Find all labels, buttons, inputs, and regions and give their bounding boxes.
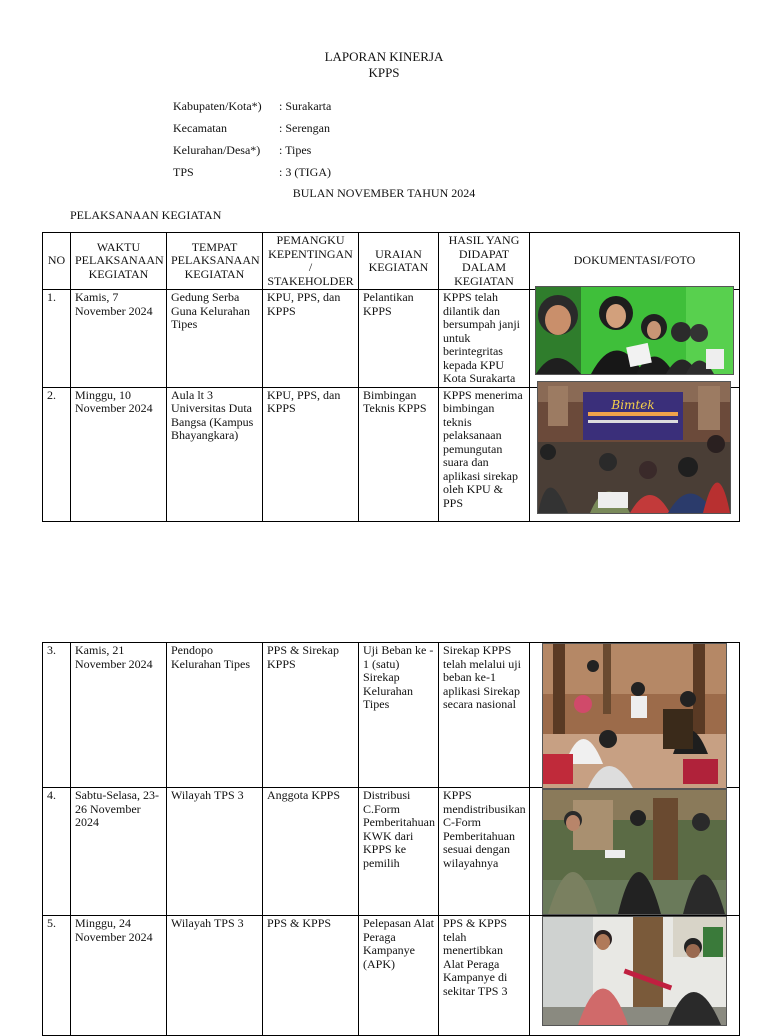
cell-stakeholder: PPS & KPPS xyxy=(263,916,359,1036)
cell-stakeholder: PPS & Sirekap KPPS xyxy=(263,643,359,788)
column-header: URAIAN KEGIATAN xyxy=(359,233,439,290)
cell-activity: Pelepasan Alat Peraga Kampanye (APK) xyxy=(359,916,439,1036)
photo-inauguration xyxy=(535,286,734,375)
cell-time: Kamis, 7 November 2024 xyxy=(71,290,167,388)
column-header: NO xyxy=(43,233,71,290)
photo-load-test xyxy=(542,643,727,789)
cell-time: Kamis, 21 November 2024 xyxy=(71,643,167,788)
cell-place: Aula lt 3 Universitas Duta Bangsa (Kampus Bhayangkara) xyxy=(167,387,263,521)
cell-result: Sirekap KPPS telah melalui uji beban ke-1 aplikasi Sirekap secara nasional xyxy=(439,643,530,788)
section-heading: PELAKSANAAN KEGIATAN xyxy=(70,208,222,222)
report-period: BULAN NOVEMBER TAHUN 2024 xyxy=(292,186,476,200)
meta-label: Kelurahan/Desa*) xyxy=(173,143,261,157)
cell-result: KPPS mendistribusikan C-Form Pemberitahuan sesuai dengan wilayahnya xyxy=(439,788,530,916)
cell-no: 4. xyxy=(43,788,71,916)
meta-label: Kecamatan xyxy=(173,121,227,135)
meta-label: Kabupaten/Kota*) xyxy=(173,99,262,113)
cell-no: 5. xyxy=(43,916,71,1036)
cell-place: Pendopo Kelurahan Tipes xyxy=(167,643,263,788)
column-header: WAKTU PELAKSANAAN KEGIATAN xyxy=(71,233,167,290)
banner-text: Bimtek xyxy=(611,398,655,412)
cell-activity: Bimbingan Teknis KPPS xyxy=(359,387,439,521)
photo-technical-training xyxy=(537,381,731,514)
cell-stakeholder: Anggota KPPS xyxy=(263,788,359,916)
column-header: TEMPAT PELAKSANAAN KEGIATAN xyxy=(167,233,263,290)
meta-value: : Tipes xyxy=(279,143,312,157)
cell-time: Minggu, 24 November 2024 xyxy=(71,916,167,1036)
cell-no: 2. xyxy=(43,387,71,521)
cell-place: Gedung Serba Guna Kelurahan Tipes xyxy=(167,290,263,388)
cell-activity: Pelantikan KPPS xyxy=(359,290,439,388)
meta-value: : Surakarta xyxy=(279,99,332,113)
cell-stakeholder: KPU, PPS, dan KPPS xyxy=(263,290,359,388)
column-header: PEMANGKU KEPENTINGAN / STAKEHOLDER xyxy=(263,233,359,290)
cell-no: 1. xyxy=(43,290,71,388)
column-header: HASIL YANG DIDAPAT DALAM KEGIATAN xyxy=(439,233,530,290)
cell-activity: Distribusi C.Form Pemberitahuan KWK dari KPPS ke pemilih xyxy=(359,788,439,916)
cell-result: PPS & KPPS telah menertibkan Alat Peraga Kampanye di sekitar TPS 3 xyxy=(439,916,530,1036)
cell-time: Sabtu-Selasa, 23-26 November 2024 xyxy=(71,788,167,916)
photo-form-distribution xyxy=(542,789,727,915)
cell-result: KPPS telah dilantik dan bersumpah janji untuk berintegritas kepada KPU Kota Surakarta xyxy=(439,290,530,388)
column-header: DOKUMENTASI/FOTO xyxy=(530,233,740,290)
cell-stakeholder: KPU, PPS, dan KPPS xyxy=(263,387,359,521)
report-title: LAPORAN KINERJA xyxy=(324,49,444,64)
meta-label: TPS xyxy=(173,165,194,179)
meta-value: : Serengan xyxy=(279,121,330,135)
cell-no: 3. xyxy=(43,643,71,788)
meta-value: : 3 (TIGA) xyxy=(279,165,331,179)
cell-time: Minggu, 10 November 2024 xyxy=(71,387,167,521)
cell-place: Wilayah TPS 3 xyxy=(167,916,263,1036)
photo-apk-removal xyxy=(542,916,727,1026)
cell-result: KPPS menerima bimbingan teknis pelaksanaan pemungutan suara dan aplikasi sirekap oleh KPU & PPS xyxy=(439,387,530,521)
cell-activity: Uji Beban ke - 1 (satu) Sirekap Kelurahan Tipes xyxy=(359,643,439,788)
cell-place: Wilayah TPS 3 xyxy=(167,788,263,916)
report-subtitle: KPPS xyxy=(368,65,400,80)
table-header-row xyxy=(43,233,740,290)
